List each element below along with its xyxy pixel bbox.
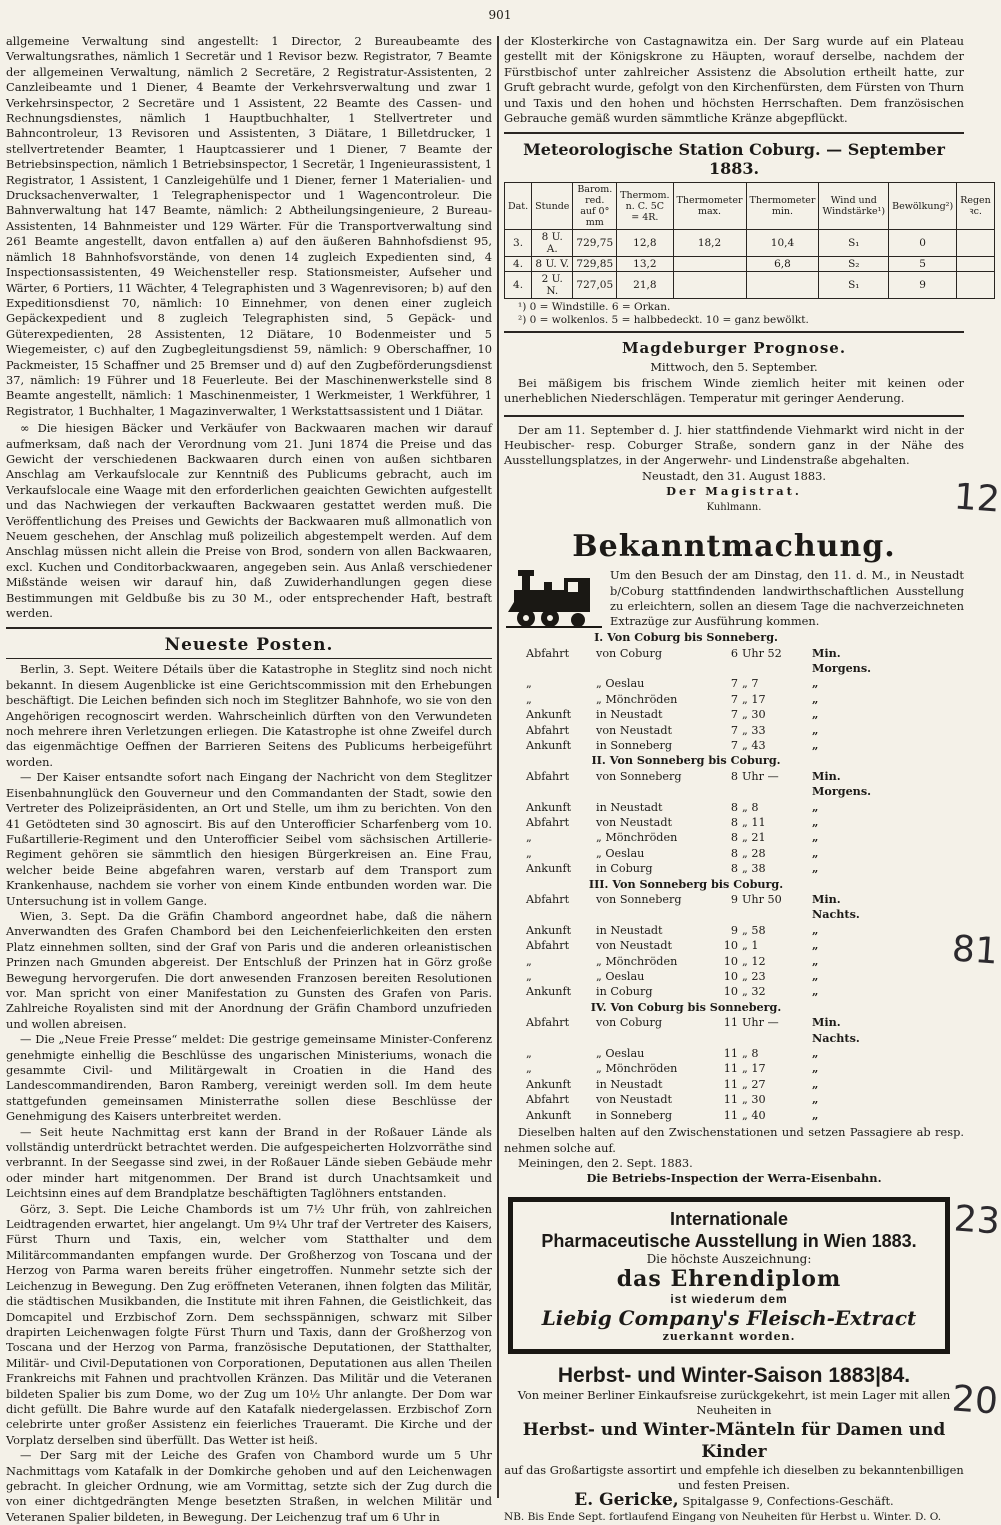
schedule-cell: „: [526, 954, 532, 968]
schedule-cell: von Coburg: [596, 646, 662, 660]
schedule-cell: „ Oeslau: [596, 1047, 645, 1061]
schedule-cell: „ Mönchröden: [596, 954, 678, 968]
section-rule: [504, 415, 964, 417]
schedule-cell: Ankunft: [526, 1108, 572, 1122]
schedule-row: [526, 984, 886, 999]
schedule-cell: „: [812, 938, 819, 953]
schedule-cell: Abfahrt: [526, 1016, 570, 1030]
schedule-row: [526, 1108, 886, 1123]
schedule-cell: „ Mönchröden: [596, 692, 678, 706]
meteo-row: [505, 257, 995, 272]
bekanntmachung-signer: Die Betriebs-Inspection der Werra-Eisenbahn.: [586, 1171, 882, 1186]
schedule-cell: in Coburg: [596, 862, 653, 876]
schedule-cell: 10: [723, 970, 738, 984]
schedule-cell: „ Oeslau: [596, 846, 645, 860]
meteo-col-header: Thermometer max.: [673, 183, 746, 230]
schedule-cell: Abfahrt: [526, 815, 570, 829]
meteo-cell: 8 U. V.: [532, 257, 573, 272]
viehmarkt-signer: Der Magistrat.: [666, 484, 802, 499]
gericke-ad-title: Herbst- und Winter-Saison 1883|84.: [557, 1363, 911, 1387]
left-column: [6, 34, 492, 1524]
section-rule: [6, 627, 492, 629]
section-rule: [6, 658, 492, 659]
meteo-footnote-clouds: ²) 0 = wolkenlos. 5 = halbbedeckt. 10 = ganz bewölkt.: [518, 314, 809, 327]
meteo-col-header: Regen ꝛc.: [957, 183, 995, 230]
news-heading: Neueste Posten.: [164, 635, 334, 656]
schedule-cell: Abfahrt: [526, 1093, 570, 1107]
schedule-cell: Ankunft: [526, 923, 572, 937]
gericke-nb: NB. Bis Ende Sept. fortlaufend Eingang von Neuheiten für Herbst u. Winter. D. O.: [504, 1510, 942, 1523]
gericke-ad-text2: auf das Großartigste assortirt und empfehle ich dieselben zu bekanntenbilligen und festen Preisen.: [504, 1462, 964, 1492]
bekanntmachung-title: Bekanntmachung.: [572, 529, 896, 565]
schedule-cell: „: [812, 737, 819, 752]
meteo-row: [505, 272, 995, 299]
schedule-cell: „ 58: [742, 923, 766, 937]
news-berlin-1: Berlin, 3. Sept. Weitere Détails über die Katastrophe in Steglitz sind noch nicht bekannt. In diesem Augenblicke ist eine Gerichtscommission mit den Erhebungen beschäftigt. Die Leichen befinden sich noch im Steglitzer Bahnhofe, wo sie von den Angehörigen recognoscirt werden. Wahrscheinlich dürften von den Verwundeten noch mehrere ihren Verletzungen erliegen. Die Katastrophe ist ohne Zweifel durch das eigenmächtige Oeffnen der Barrieren Seitens des Publicums herbeigeführt worden.: [6, 662, 492, 769]
schedule-cell: Abfahrt: [526, 893, 570, 906]
schedule-cell: von Sonneberg: [596, 769, 682, 783]
schedule-row: [526, 707, 886, 722]
meteo-cell: 10,4: [746, 230, 819, 257]
liebig-advertisement: [508, 1197, 950, 1354]
schedule-cell: 11: [723, 1108, 738, 1122]
schedule-cell: Ankunft: [526, 862, 572, 876]
schedule-cell: von Neustadt: [596, 939, 672, 953]
schedule-cell: „: [812, 953, 819, 968]
meteo-col-header: Dat.: [505, 183, 532, 230]
schedule-cell: Min. Morgens.: [812, 768, 872, 799]
schedule-cell: von Sonneberg: [596, 893, 682, 906]
meteo-footnote-wind: ¹) 0 = Windstille. 6 = Orkan.: [518, 301, 671, 314]
meteo-cell: 5: [889, 257, 957, 272]
schedule-cell: „: [812, 969, 819, 984]
schedule-cell: „ Oeslau: [596, 677, 645, 691]
schedule-cell: 7: [730, 708, 738, 722]
schedule-cell: 11: [723, 1093, 738, 1107]
schedule-cell: „ 7: [742, 677, 759, 691]
schedule-cell: Abfahrt: [526, 769, 570, 783]
schedule-cell: Uhr 50: [742, 893, 782, 906]
schedule-section-heading: III. Von Sonneberg bis Coburg.: [588, 876, 784, 891]
meteo-cell: 18,2: [673, 230, 746, 257]
schedule-cell: in Sonneberg: [596, 738, 673, 752]
schedule-row: [526, 800, 886, 815]
schedule-cell: 8: [730, 831, 738, 845]
news-goerz-1: Görz, 3. Sept. Die Leiche Chambords ist um 7½ Uhr früh, von zahlreichen Leidtragenden erwartet, hier angelangt. Um 9¼ Uhr traf der Vertreter des Kaisers, Fürst Thurn und Taxis, ein, welcher vom Statthalter und dem Militärcommandanten empfangen wurde. Der Großherzog von Toscana und der Herzog von Parma waren bereits früher eingetroffen. Nunmehr setzte sich der Leichenzug in Bewegung. Den Zug eröffneten Veteranen, ihnen folgten das Militär, die städtischen Musikbanden, die Institute mit ihren Fahnen, die Geistlichkeit, das Domcapitel und Erzbischof Zorn. Dem sechsspännigen, schwarz mit Silber drapirten Leichenwagen folgte Fürst Thurn und Taxis, dann der Großherzog von Toscana und der Herzog von Parma, französische Deputationen, der Statthalter, Militär- und Civil-Deputationen von Corporationen, Deputationen aus allen Theilen Frankreichs mit Fahnen und prachtvollen Kränzen. Das Militär und die Veteranen bildeten Spalier bis zum Dome, wo der Zug um 10½ Uhr anlangte. Der Dom war dicht gefüllt. Die Bahre wurde auf den Katafalk niedergelassen. Erzbischof Zorn celebrirte unter großer Assistenz ein feierliches Traueramt. Die Kirche und der Vorplatz derselben sind überfüllt. Das Wetter ist heiß.: [6, 1201, 492, 1447]
schedule-row: [526, 1046, 886, 1061]
meteo-cell: [673, 257, 746, 272]
meteo-row: [505, 230, 995, 257]
schedule-cell: 8: [730, 862, 738, 876]
meteo-cell: 4.: [505, 272, 532, 299]
meteo-cell: 0: [889, 230, 957, 257]
schedule-cell: 11: [723, 1077, 738, 1091]
ad-liebig-line6: Liebig Company's Fleisch-Extract: [541, 1305, 917, 1330]
meteo-col-header: Thermometer min.: [746, 183, 819, 230]
news-wien-2: — Die „Neue Freie Presse“ meldet: Die gestrige gemeinsame Minister-Conferenz genehmigte einhellig die Beschlüsse des ungarischen Ministeriums, wonach die gesammte Civil- und Militärgewalt in Croatien in die Hand des Landescommandirenden, Baron Ramberg, vereinigt werden soll. Im dem heute stattgefunden gemeinsamen Ministerrathe sollen diese Beschlüsse der Genehmigung des Kaisers unterbreitet werden.: [6, 1032, 492, 1124]
schedule-cell: „ 17: [742, 1062, 766, 1076]
gericke-ad-text1: Von meiner Berliner Einkaufsreise zurückgekehrt, ist mein Lager mit allen Neuheiten in: [517, 1387, 951, 1418]
schedule-cell: 8: [730, 815, 738, 829]
schedule-cell: „ 8: [742, 1047, 759, 1061]
schedule-cell: Ankunft: [526, 800, 572, 814]
meteo-cell: 9: [889, 272, 957, 299]
schedule-cell: 10: [723, 954, 738, 968]
schedule-cell: „: [812, 722, 819, 737]
bekanntmachung-place-date: Meiningen, den 2. Sept. 1883.: [518, 1155, 693, 1170]
gericke-address: Spitalgasse 9, Confections-Geschäft.: [682, 1494, 894, 1509]
schedule-cell: „ 11: [742, 815, 766, 829]
schedule-cell: „: [812, 676, 819, 691]
schedule-cell: „ 40: [742, 1108, 766, 1122]
ad-liebig-line4: das Ehrendiplom: [616, 1265, 842, 1292]
schedule-cell: „ 23: [742, 970, 766, 984]
schedule-cell: in Neustadt: [596, 800, 663, 814]
locomotive-icon: [504, 568, 604, 630]
schedule-row: [526, 861, 886, 876]
meteo-cell: 6,8: [746, 257, 819, 272]
schedule-cell: 9: [730, 923, 738, 937]
schedule-cell: „: [812, 691, 819, 706]
schedule-cell: Abfahrt: [526, 723, 570, 737]
meteo-cell: S₂: [819, 257, 889, 272]
prognose-text: Bei mäßigem bis frischem Winde ziemlich heiter mit keinen oder unerheblichen Niederschlägen. Temperatur mit geringer Aenderung.: [504, 375, 964, 406]
schedule-row: [526, 1092, 886, 1107]
schedule-cell: „: [812, 830, 819, 845]
schedule-cell: 11: [723, 1016, 738, 1030]
bekanntmachung-intro: Um den Besuch der am Dinstag, den 11. d. M., in Neustadt b/Coburg stattfindenden landwirthschaftlichen Ausstellung zu erleichtern, sollen an diesem Tage die nachverzeichneten Extrazüge zur Ausführung kommen.: [610, 568, 964, 629]
ad-liebig-line2: Pharmaceutische Ausstellung in Wien 1883.: [541, 1230, 917, 1251]
schedule-cell: „ 30: [742, 1093, 766, 1107]
schedule-row: [526, 676, 886, 691]
schedule-cell: Abfahrt: [526, 646, 570, 660]
schedule-cell: Uhr —: [742, 769, 779, 783]
meteo-col-header: Wind und Windstärke¹): [819, 183, 889, 230]
right-column: [504, 34, 991, 1523]
meteo-header-row: [505, 183, 995, 230]
ad-liebig-line3: Die höchste Auszeichnung:: [646, 1251, 812, 1266]
meteo-cell: 729,85: [573, 257, 617, 272]
news-berlin-2: — Der Kaiser entsandte sofort nach Eingang der Nachricht von dem Steglitzer Eisenbahnunglück den Gouverneur und den Commandanten der Stadt, sowie den Vertreter des Polizeipräsidenten, an Ort und Stelle, um ihm zu berichten. Von den 41 Getödteten sind 30 agnoscirt. Bis auf den Unterofficier Scharfenberg vom 10. Fußartillerie-Regiment und den Unterofficier Seibel vom sächsischen Artillerie-Regiment gehören sie sämmtlich den hiesigen Bürgerkreisen an. Eine Frau, welcher beide Beine abgefahren waren, verstarb auf dem Transport zum Krankenhause, nachdem sie vorher von einem Kinde entbunden worden war. Die Untersuchung ist in vollem Gange.: [6, 770, 492, 908]
schedule-cell: „ Mönchröden: [596, 1062, 678, 1076]
schedule-row: [526, 1015, 886, 1046]
meteo-cell: 8 U. A.: [532, 230, 573, 257]
extrazug-schedule: [526, 630, 886, 1123]
meteo-col-header: Bewölkung²): [889, 183, 957, 230]
meteo-col-header: Barom. red. auf 0° mm: [573, 183, 617, 230]
schedule-cell: von Neustadt: [596, 1093, 672, 1107]
schedule-cell: Min. Morgens.: [812, 645, 872, 675]
schedule-cell: „ Mönchröden: [596, 831, 678, 845]
schedule-row: [526, 830, 886, 845]
meteo-table: [504, 182, 995, 299]
schedule-cell: 10: [723, 985, 738, 999]
meteo-cell: S₁: [819, 272, 889, 299]
schedule-cell: „ 33: [742, 723, 766, 737]
schedule-cell: „: [812, 1107, 819, 1122]
schedule-cell: 6: [730, 646, 738, 660]
gericke-ad-headline: Herbst- und Winter-Mänteln für Damen und Kinder: [522, 1419, 946, 1462]
meteo-cell: S₁: [819, 230, 889, 257]
schedule-cell: „: [526, 970, 532, 984]
meteo-cell: 13,2: [617, 257, 673, 272]
viehmarkt-name: Kuhlmann.: [706, 501, 762, 513]
schedule-section-heading: II. Von Sonneberg bis Coburg.: [591, 753, 781, 768]
meteo-cell: [673, 272, 746, 299]
schedule-cell: von Neustadt: [596, 815, 672, 829]
viehmarkt-place-date: Neustadt, den 31. August 1883.: [642, 468, 826, 483]
schedule-cell: „: [812, 845, 819, 860]
margin-note: 12: [952, 476, 1001, 521]
bekanntmachung-closing: Dieselben halten auf den Zwischenstationen und setzen Passagiere ab resp. nehmen solche auf.: [504, 1125, 964, 1155]
schedule-row: [526, 954, 886, 969]
schedule-cell: Ankunft: [526, 708, 572, 722]
margin-note: 20: [950, 1378, 1000, 1423]
schedule-cell: „: [526, 677, 532, 691]
continued-paragraph: der Klosterkirche von Castagnawitza ein. Der Sarg wurde auf ein Plateau gestellt mit der Königskrone zu Häupten, worauf derselbe, nachdem der Fürstbischof unter zahlreicher Assistenz die Absolution ertheilt hatte, zur Gruft gebracht wurde, gefolgt von den Kirchenfürsten, dem Fürsten von Thurn und Taxis und den hohen und höchsten Herrschaften. Dem französischen Gebrauche gemäß wurden sämmtliche Kränze abgepflückt.: [504, 34, 964, 126]
page-number: 901: [488, 8, 512, 22]
handwritten-margin-notes: [950, 0, 1001, 1517]
schedule-row: [526, 846, 886, 861]
schedule-cell: „ 12: [742, 954, 766, 968]
schedule-row: [526, 723, 886, 738]
schedule-cell: Ankunft: [526, 738, 572, 752]
section-rule: [504, 331, 964, 333]
schedule-cell: von Coburg: [596, 1016, 662, 1030]
administration-paragraph: allgemeine Verwaltung sind angestellt: 1 Director, 2 Bureaubeamte des Verwaltungsrathes, nämlich 1 Secretär und 1 Revisor bezw. Registrator, 7 Beamte der allgemeinen Verwaltung, nämlich 2 Secretäre, 2 Registratur-Assistenten, 2 Canzleibeamte und 1 Diener, 4 Beamte der Verkehrsverwaltung und zwar 1 Verkehrsinspector, 2 Secretäre und 1 Assistent, 22 Beamte des Cassen- und Rechnungsdienstes, nämlich 1 Hauptbuchhalter, 1 Stellvertreter und Bahncontroleur, 13 Revisoren und Assistenten, 3 Diätare, 1 Billetdrucker, 1 stellvertretender Beamter, 1 Hauptcassierer und 1 Diener, 7 Beamte der Betriebsinspection, nämlich 1 Betriebsinspector, 1 Secretär, 1 Ingenieurassistent, 1 Registrator, 1 Assistent, 1 Canzleigehülfe und 1 Diener, ferner 1 Materialien- und Drucksachenverwalter, 1 Telegraphenispector und 1 Wagencontroleur. Die Bahnverwaltung hat 147 Beamte, nämlich: 2 Abtheilungsingenieure, 2 Bureau-Assistenten, 14 Bahnmeister und 129 Wärter. Für die Transportverwaltung sind 261 Beamte angestellt, davon entfallen a) auf den äußeren Bahnhofsdienst 95, nämlich 18 Bahnhofsvorstände, von denen 14 zugleich Expedienten sind, 4 Inspectionsassistenten, 49 Weichensteller resp. Stationsmeister, Aufseher und Wärter, 6 Portiers, 11 Wächter, 4 Telegraphisten und 3 Wagenrevisoren; b) auf den Expeditionsdienst 70, nämlich: 10 Einnehmer, von denen einer zugleich Gepäckexpedient und 8 zugleich Telegraphisten sind, 5 Gepäck- und Güterexpedienten, 28 Assistenten, 12 Diätare, 10 Bodenmeister und 5 Wiegemeister, c) auf den Zugbegleitungsdienst 59, nämlich: 9 Oberschaffner, 10 Packmeister, 15 Schaffner und 25 Bremser und d) auf den Zugbeförderungsdienst 37, nämlich: 19 Führer und 18 Feuerleute. Bei der Maschinenwerkstelle sind 8 Beamte angestellt, nämlich: 1 Maschinenmeister, 1 Werkmeister, 1 Werkführer, 1 Registrator, 1 Buchhalter, 1 Magazinverwalter, 1 Werkstattsassistent und 1 Diätar.: [6, 34, 492, 418]
schedule-cell: 11: [723, 1047, 738, 1061]
schedule-cell: „: [812, 861, 819, 876]
schedule-cell: Ankunft: [526, 1077, 572, 1091]
schedule-row: [526, 815, 886, 830]
schedule-cell: „: [812, 1046, 819, 1061]
schedule-cell: „: [812, 799, 819, 814]
schedule-cell: „: [812, 707, 819, 722]
schedule-cell: „ 17: [742, 692, 766, 706]
schedule-row: [526, 923, 886, 938]
schedule-cell: Uhr 52: [742, 646, 782, 660]
schedule-row: [526, 892, 886, 923]
schedule-cell: 8: [730, 800, 738, 814]
margin-note: 81: [950, 928, 1000, 973]
schedule-cell: 7: [730, 738, 738, 752]
schedule-row: [526, 769, 886, 800]
schedule-cell: „: [812, 922, 819, 937]
schedule-cell: „ 28: [742, 846, 766, 860]
schedule-cell: 7: [730, 723, 738, 737]
schedule-cell: in Neustadt: [596, 708, 663, 722]
meteo-cell: 729,75: [573, 230, 617, 257]
schedule-row: [526, 938, 886, 953]
schedule-cell: „ Oeslau: [596, 970, 645, 984]
schedule-cell: 7: [730, 692, 738, 706]
schedule-cell: „ 32: [742, 985, 766, 999]
schedule-cell: „: [526, 692, 532, 706]
prognose-date: Mittwoch, den 5. September.: [650, 360, 818, 375]
news-wien-3: — Seit heute Nachmittag erst kann der Brand in der Roßauer Lände als vollständig unterdrückt betrachtet werden. Die aufgespeicherten Holzvorräthe sind verbrannt. In der Seegasse sind zwei, in der Roßauer Lände sieben Gebäude mehr oder minder hart mitgenommen. Der Brand ist durch Unachtsamkeit und Leichtsinn eines auf dem Brandplatze beschäftigten Taglöhners entstanden.: [6, 1124, 492, 1201]
meteo-cell: [746, 272, 819, 299]
schedule-cell: „: [812, 814, 819, 829]
schedule-cell: „: [812, 1092, 819, 1107]
meteo-title: Meteorologische Station Coburg. — September 1883.: [523, 140, 945, 179]
meteo-col-header: Stunde: [532, 183, 573, 230]
meteo-cell: 12,8: [617, 230, 673, 257]
news-wien-1: Wien, 3. Sept. Da die Gräfin Chambord angeordnet habe, daß die nähern Anverwandten des Grafen Chambord bei den Leichenfeierlichkeiten den ersten Platz einnehmen sollten, sind der Graf von Paris und die anderen orleanistischen Prinzen nach Gmunden abgereist. Der Entschluß der Prinzen hat in Görz große Bewegung hervorgerufen. Die dort anwesenden Franzosen bereiten Resolutionen vor. Man spricht von einer Manifestation zu Gunsten des Grafen von Paris. Zahlreiche Royalisten sind mit der Anordnung der Gräfin Chambord unzufrieden und wollen abreisen.: [6, 908, 492, 1031]
schedule-cell: in Neustadt: [596, 1077, 663, 1091]
schedule-cell: „: [526, 846, 532, 860]
viehmarkt-text: Der am 11. September d. J. hier stattfindende Viehmarkt wird nicht in der Heubischer- resp. Coburger Straße, sondern ganz in der Nähe des Ausstellungsplatzes, in der Angerwehr- und Lindenstraße abgehalten.: [504, 422, 964, 468]
schedule-cell: „: [812, 1076, 819, 1091]
schedule-cell: „ 38: [742, 862, 766, 876]
meteo-cell: 3.: [505, 230, 532, 257]
schedule-cell: Ankunft: [526, 985, 572, 999]
schedule-cell: „ 27: [742, 1077, 766, 1091]
schedule-row: [526, 646, 886, 677]
schedule-cell: „: [526, 831, 532, 845]
schedule-cell: 9: [730, 893, 738, 906]
ad-liebig-line5: ist wiederum dem: [670, 1291, 788, 1306]
schedule-row: [526, 1061, 886, 1076]
schedule-cell: 11: [723, 1062, 738, 1076]
ad-liebig-line1: Internationale: [669, 1208, 789, 1229]
schedule-row: [526, 738, 886, 753]
meteo-cell: 727,05: [573, 272, 617, 299]
schedule-row: [526, 692, 886, 707]
meteo-cell: 4.: [505, 257, 532, 272]
schedule-cell: Uhr —: [742, 1016, 779, 1030]
ad-liebig-line7: zuerkannt worden.: [662, 1329, 796, 1343]
prognose-title: Magdeburger Prognose.: [621, 339, 847, 358]
schedule-cell: „ 21: [742, 831, 766, 845]
schedule-cell: von Neustadt: [596, 723, 672, 737]
meteo-body: [505, 230, 995, 299]
schedule-cell: 7: [730, 677, 738, 691]
meteo-cell: 2 U. N.: [532, 272, 573, 299]
schedule-section-heading: IV. Von Coburg bis Sonneberg.: [590, 999, 782, 1014]
schedule-cell: „: [526, 1047, 532, 1061]
schedule-cell: in Neustadt: [596, 923, 663, 937]
schedule-cell: „ 43: [742, 738, 766, 752]
schedule-cell: „ 30: [742, 708, 766, 722]
schedule-cell: 8: [730, 846, 738, 860]
schedule-cell: „: [812, 1061, 819, 1076]
meteo-cell: 21,8: [617, 272, 673, 299]
schedule-cell: „: [812, 984, 819, 999]
schedule-cell: „ 1: [742, 939, 759, 953]
schedule-cell: 10: [723, 939, 738, 953]
schedule-cell: Abfahrt: [526, 939, 570, 953]
schedule-row: [526, 969, 886, 984]
schedule-cell: Min. Nachts.: [812, 1015, 860, 1045]
schedule-cell: „ 8: [742, 800, 759, 814]
news-goerz-2: — Der Sarg mit der Leiche des Grafen von Chambord wurde um 5 Uhr Nachmittags vom Katafalk in der Domkirche gehoben und auf den Leichenwagen gebracht. In gleicher Ordnung, wie am Vormittag, setzte sich der Zug durch die von einer dichtgedrängten Menge besetzten Straßen, in welchen Militär und Veteranen Spalier bildeten, in Bewegung. Der Leichenzug traf um 6 Uhr in: [6, 1448, 492, 1524]
schedule-cell: „: [526, 1062, 532, 1076]
schedule-cell: Min. Nachts.: [812, 892, 860, 922]
section-rule: [504, 132, 964, 134]
schedule-cell: 8: [730, 769, 738, 783]
meteo-col-header: Thermom. n. C. 5C = 4R.: [617, 183, 673, 230]
bekanntmachung-intro-block: [504, 568, 964, 630]
schedule-cell: in Sonneberg: [596, 1108, 673, 1122]
schedule-row: [526, 1077, 886, 1092]
gericke-name: E. Gericke,: [574, 1490, 679, 1511]
baker-notice-paragraph: ∞ Die hiesigen Bäcker und Verkäufer von Backwaaren machen wir darauf aufmerksam, daß nach der Verordnung vom 21. Juni 1874 die Preise und das Gewicht der verschiedenen Backwaaren durch einen von außen sichtbaren Anschlag am Verkaufslocale zur Kenntniß des Publicums gebracht, auch im Verkaufslocale eine Waage mit den erforderlichen geaichten Gewichten aufgestellt und das Nachwiegen der verkauften Backwaaren gestattet werden muß. Die Veröffentlichung des Preises und Gewichts der Backwaaren muß allmonatlich von Neuem geschehen, der Anschlag muß polizeilich abgestempelt werden. Auf dem Anschlag müssen nicht allein die Preise von Brod, sondern von allen Backwaaren, excl. Kuchen und Conditorbackwaaren, angegeben sein. Aus Anlaß verschiedener Mißstände weisen wir darauf hin, daß Zuwiderhandlungen gegen diese Bestimmungen mit Geldbuße bis zu 30 M., oder entsprechender Haft, bestraft werden.: [6, 421, 492, 621]
schedule-cell: in Coburg: [596, 985, 653, 999]
margin-note: 23: [952, 1198, 1001, 1243]
schedule-section-heading: I. Von Coburg bis Sonneberg.: [594, 630, 778, 645]
